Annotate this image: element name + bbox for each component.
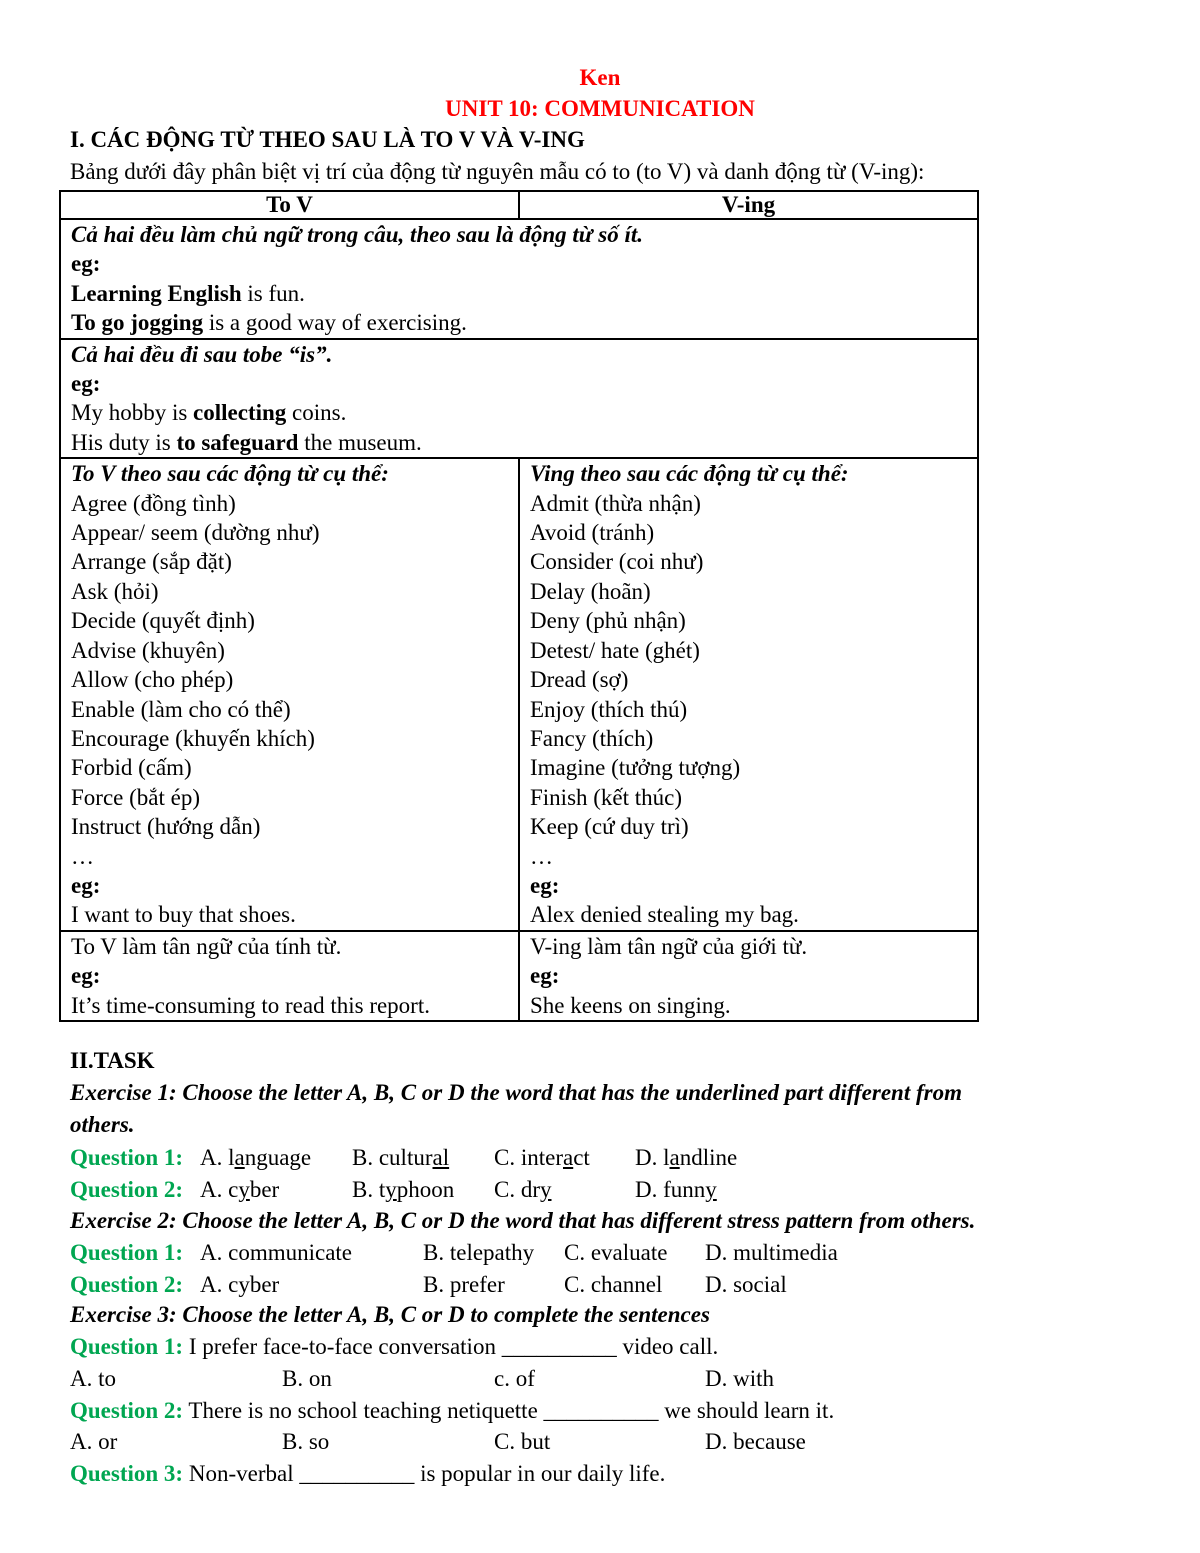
verb-list-item: Allow (cho phép) [71, 667, 234, 693]
option-c: C. dry [494, 1177, 552, 1202]
eg-label: eg: [71, 251, 101, 277]
example-line [71, 428, 967, 457]
verb-list-item: Decide (quyết định) [71, 608, 255, 634]
rule-title: To V theo sau các động từ cụ thể: [71, 461, 389, 487]
rule-subject-cell [60, 219, 978, 339]
column-header-to-v: To V [60, 191, 519, 219]
rule-title: V-ing làm tân ngữ của giới từ. [530, 933, 808, 959]
exercise-3-title: Exercise 3: Choose the letter A, B, C or D to complete the sentences [70, 1302, 710, 1327]
verb-list-item: Advise (khuyên) [71, 637, 225, 663]
verb-list-item: Force (bắt ép) [71, 784, 200, 810]
question-label: Question 1: [70, 1145, 184, 1170]
verb-list-item: Deny (phủ nhận) [530, 608, 686, 634]
example-text: coins. [286, 400, 347, 426]
v-ing-verbs-cell [519, 458, 978, 931]
verb-list-item: Fancy (thích) [530, 725, 654, 751]
option-d: D. landline [635, 1145, 738, 1170]
table-row [60, 219, 978, 339]
example-line [71, 279, 967, 308]
section-1-intro: Bảng dưới đây phân biệt vị trí của động từ nguyên mẫu có to (to V) và danh động từ (V-ing): [70, 159, 925, 184]
rule-title: Cả hai đều làm chủ ngữ trong câu, theo sau là động từ số ít. [71, 222, 644, 247]
question-label: Question 3: [70, 1461, 184, 1486]
option-d: D. funny [635, 1177, 717, 1202]
question-line [70, 1458, 665, 1490]
column-header-v-ing: V-ing [519, 191, 978, 219]
option-d: D. with [705, 1366, 774, 1391]
verb-list-item: Arrange (sắp đặt) [71, 549, 232, 575]
example-line [71, 398, 967, 427]
option-b: B. prefer [423, 1272, 505, 1297]
option-a: A. to [70, 1366, 116, 1391]
option-a: A. communicate [200, 1240, 353, 1265]
question-text: I prefer face-to-face conversation __________ video call. [183, 1334, 719, 1359]
exercise-1-title: Exercise 1: Choose the letter A, B, C or D the word that has the underlined part different from [70, 1080, 962, 1105]
verb-list-item: Finish (kết thúc) [530, 784, 683, 810]
option-b: B. so [282, 1429, 330, 1454]
eg-label: eg: [71, 872, 101, 898]
verb-list-item: Ask (hỏi) [71, 578, 159, 604]
example-highlight: Learning English [71, 280, 242, 306]
question-label: Question 2: [70, 1272, 184, 1297]
question-text: Non-verbal __________ is popular in our daily life. [183, 1461, 666, 1486]
example-highlight: collecting [193, 400, 287, 426]
grammar-table [59, 190, 979, 1022]
verb-list-item: Enjoy (thích thú) [530, 696, 688, 722]
option-c: c. of [494, 1366, 535, 1391]
verb-list-item: … [71, 843, 94, 869]
option-d: D. because [705, 1429, 806, 1454]
verb-list-item: Enable (làm cho có thể) [71, 696, 291, 722]
option-d: D. social [705, 1272, 787, 1297]
to-v-verb-list [71, 489, 508, 871]
example-highlight: To go jogging [71, 310, 204, 336]
verb-list-item: Admit (thừa nhận) [530, 490, 701, 516]
rule-title: To V làm tân ngữ của tính từ. [71, 933, 342, 959]
task-heading: II.TASK [70, 1048, 155, 1073]
example-line: I want to buy that shoes. [71, 902, 296, 928]
v-ing-verb-list [530, 489, 967, 871]
unit-title: UNIT 10: COMMUNICATION [445, 96, 755, 121]
question-line [70, 1331, 718, 1363]
example-line: It’s time-consuming to read this report. [71, 992, 430, 1018]
rule-title: Cả hai đều đi sau tobe “is”. [71, 341, 333, 367]
rule-after-tobe-cell [60, 339, 978, 459]
verb-list-item: Detest/ hate (ghét) [530, 637, 700, 663]
verb-list-item: Keep (cứ duy trì) [530, 814, 689, 840]
verb-list-item: Avoid (tránh) [530, 520, 655, 546]
example-highlight: to safeguard [176, 429, 299, 455]
table-row [60, 339, 978, 459]
option-d: D. multimedia [705, 1240, 838, 1265]
to-v-adjective-cell [60, 931, 519, 1021]
option-a: A. cyber [200, 1272, 280, 1297]
table-header-row [60, 191, 978, 219]
verb-list-item: Imagine (tưởng tượng) [530, 755, 741, 781]
option-b: B. typhoon [352, 1177, 455, 1202]
option-a: A. language [200, 1145, 312, 1170]
verb-list-item: Appear/ seem (dường như) [71, 520, 320, 546]
question-text: There is no school teaching netiquette __________ we should learn it. [183, 1398, 835, 1423]
verb-list-item: Forbid (cấm) [71, 755, 192, 781]
question-label: Question 2: [70, 1398, 184, 1423]
section-1-heading: I. CÁC ĐỘNG TỪ THEO SAU LÀ TO V VÀ V-ING [70, 127, 585, 152]
example-text: His duty is [71, 429, 177, 455]
eg-label: eg: [71, 963, 101, 989]
option-c: C. evaluate [564, 1240, 668, 1265]
verb-list-item: Delay (hoãn) [530, 578, 651, 604]
verb-list-item: Agree (đồng tình) [71, 490, 236, 516]
example-line: She keens on singing. [530, 992, 731, 1018]
rule-title: Ving theo sau các động từ cụ thể: [530, 461, 849, 487]
question-label: Question 1: [70, 1334, 184, 1359]
to-v-verbs-cell [60, 458, 519, 931]
example-text: is a good way of exercising. [203, 310, 467, 336]
exercise-1-title-cont: others. [70, 1112, 135, 1137]
verb-list-item: Instruct (hướng dẫn) [71, 814, 261, 840]
verb-list-item: Dread (sợ) [530, 667, 629, 693]
table-row [60, 458, 978, 931]
option-c: C. but [494, 1429, 551, 1454]
example-line: Alex denied stealing my bag. [530, 902, 799, 928]
option-b: B. telepathy [423, 1240, 535, 1265]
example-text: My hobby is [71, 400, 194, 426]
option-c: C. channel [564, 1272, 663, 1297]
example-text: the museum. [298, 429, 422, 455]
option-a: A. or [70, 1429, 118, 1454]
option-c: C. interact [494, 1145, 590, 1170]
eg-label: eg: [530, 963, 560, 989]
example-line [71, 308, 967, 337]
eg-label: eg: [71, 371, 101, 397]
eg-label: eg: [530, 872, 560, 898]
verb-list-item: Consider (coi như) [530, 549, 704, 575]
option-b: B. cultural [352, 1145, 450, 1170]
question-line [70, 1395, 834, 1427]
question-label: Question 1: [70, 1240, 184, 1265]
option-a: A. cyber [200, 1177, 280, 1202]
option-b: B. on [282, 1366, 332, 1391]
author-name: Ken [579, 65, 621, 90]
table-row [60, 931, 978, 1021]
question-label: Question 2: [70, 1177, 184, 1202]
verb-list-item: … [530, 843, 553, 869]
verb-list-item: Encourage (khuyến khích) [71, 725, 315, 751]
exercise-2-title: Exercise 2: Choose the letter A, B, C or D the word that has different stress pattern from others. [70, 1208, 976, 1233]
v-ing-preposition-cell [519, 931, 978, 1021]
example-text: is fun. [241, 280, 305, 306]
